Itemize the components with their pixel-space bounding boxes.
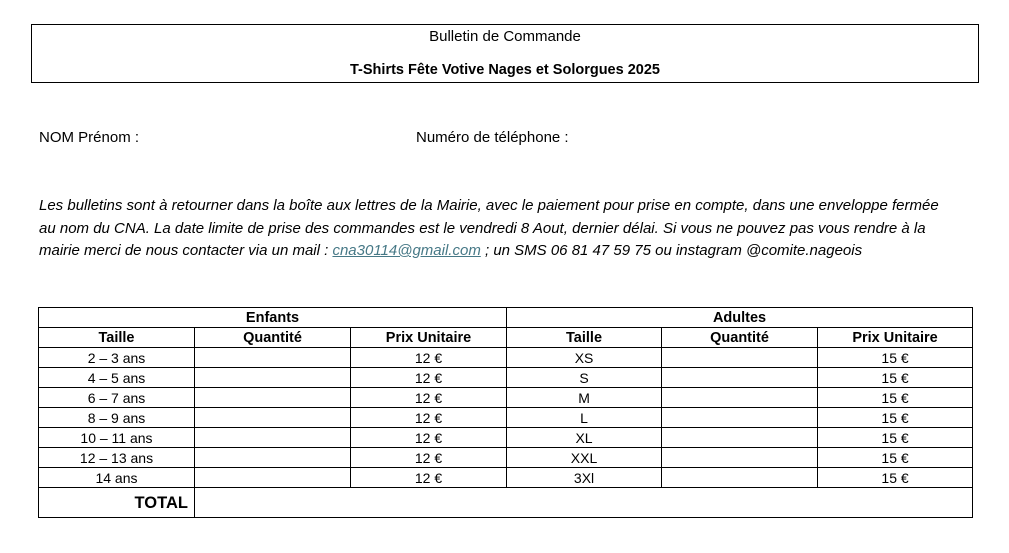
total-row xyxy=(39,488,973,518)
child-price-cell: 12 € xyxy=(351,348,507,368)
table-row xyxy=(39,408,973,428)
child-qty-cell[interactable] xyxy=(195,388,351,408)
instructions-line-2: au nom du CNA. La date limite de prise des commandes est le vendredi 8 Aout, dernier délai. Si vous ne pouvez pas vous rendre à la xyxy=(39,219,926,237)
adult-price-cell: 15 € xyxy=(818,448,973,468)
child-qty-cell[interactable] xyxy=(195,408,351,428)
child-size-cell: 8 – 9 ans xyxy=(39,408,195,428)
child-size-cell: 4 – 5 ans xyxy=(39,368,195,388)
table-row xyxy=(39,468,973,488)
adult-price-cell: 15 € xyxy=(818,388,973,408)
child-size-cell: 14 ans xyxy=(39,468,195,488)
column-header-child-qty: Quantité xyxy=(195,328,351,348)
child-qty-cell[interactable] xyxy=(195,428,351,448)
group-header-children: Enfants xyxy=(39,308,507,328)
child-size-cell: 2 – 3 ans xyxy=(39,348,195,368)
instructions-line-3-suffix: ; un SMS 06 81 47 59 75 ou instagram @comite.nageois xyxy=(480,242,863,259)
order-table xyxy=(38,307,973,518)
table-row xyxy=(39,448,973,468)
instructions-paragraph xyxy=(39,195,974,263)
table-row xyxy=(39,388,973,408)
document-subtitle: T-Shirts Fête Votive Nages et Solorgues 2025 xyxy=(350,62,660,78)
table-row xyxy=(39,368,973,388)
adult-size-cell: XXL xyxy=(507,448,662,468)
adult-size-cell: XL xyxy=(507,428,662,448)
adult-qty-cell[interactable] xyxy=(662,428,818,448)
adult-price-cell: 15 € xyxy=(818,428,973,448)
adult-qty-cell[interactable] xyxy=(662,348,818,368)
column-header-child-price: Prix Unitaire xyxy=(351,328,507,348)
child-size-cell: 6 – 7 ans xyxy=(39,388,195,408)
adult-price-cell: 15 € xyxy=(818,408,973,428)
child-qty-cell[interactable] xyxy=(195,468,351,488)
adult-qty-cell[interactable] xyxy=(662,448,818,468)
child-price-cell: 12 € xyxy=(351,368,507,388)
group-header-adults: Adultes xyxy=(507,308,973,328)
column-header-adult-qty: Quantité xyxy=(662,328,818,348)
total-value-cell[interactable] xyxy=(195,488,973,518)
column-header-adult-size: Taille xyxy=(507,328,662,348)
child-qty-cell[interactable] xyxy=(195,448,351,468)
adult-price-cell: 15 € xyxy=(818,468,973,488)
email-link[interactable]: cna30114@gmail.com xyxy=(332,242,481,259)
column-header-row xyxy=(39,328,973,348)
adult-size-cell: S xyxy=(507,368,662,388)
adult-qty-cell[interactable] xyxy=(662,368,818,388)
name-field-label: NOM Prénom : xyxy=(39,129,140,146)
adult-qty-cell[interactable] xyxy=(662,408,818,428)
adult-price-cell: 15 € xyxy=(818,368,973,388)
adult-qty-cell[interactable] xyxy=(662,388,818,408)
adult-price-cell: 15 € xyxy=(818,348,973,368)
instructions-line-1: Les bulletins sont à retourner dans la boîte aux lettres de la Mairie, avec le paiement pour prise en compte, dans une enveloppe fermée xyxy=(39,197,939,214)
child-price-cell: 12 € xyxy=(351,408,507,428)
adult-size-cell: M xyxy=(507,388,662,408)
group-header-row xyxy=(39,308,973,328)
child-qty-cell[interactable] xyxy=(195,368,351,388)
adult-qty-cell[interactable] xyxy=(662,468,818,488)
adult-size-cell: XS xyxy=(507,348,662,368)
child-price-cell: 12 € xyxy=(351,388,507,408)
instructions-line-3 xyxy=(39,240,974,263)
child-price-cell: 12 € xyxy=(351,468,507,488)
document-title: Bulletin de Commande xyxy=(429,28,581,45)
table-row xyxy=(39,348,973,368)
child-qty-cell[interactable] xyxy=(195,348,351,368)
instructions-line-3-prefix: mairie merci de nous contacter via un mail : xyxy=(39,242,333,259)
adult-size-cell: L xyxy=(507,408,662,428)
child-price-cell: 12 € xyxy=(351,428,507,448)
header-box xyxy=(31,24,979,83)
column-header-child-size: Taille xyxy=(39,328,195,348)
phone-field-label: Numéro de téléphone : xyxy=(416,129,569,146)
adult-size-cell: 3Xl xyxy=(507,468,662,488)
child-price-cell: 12 € xyxy=(351,448,507,468)
table-row xyxy=(39,428,973,448)
total-label: TOTAL xyxy=(39,488,195,518)
column-header-adult-price: Prix Unitaire xyxy=(818,328,973,348)
child-size-cell: 10 – 11 ans xyxy=(39,428,195,448)
child-size-cell: 12 – 13 ans xyxy=(39,448,195,468)
